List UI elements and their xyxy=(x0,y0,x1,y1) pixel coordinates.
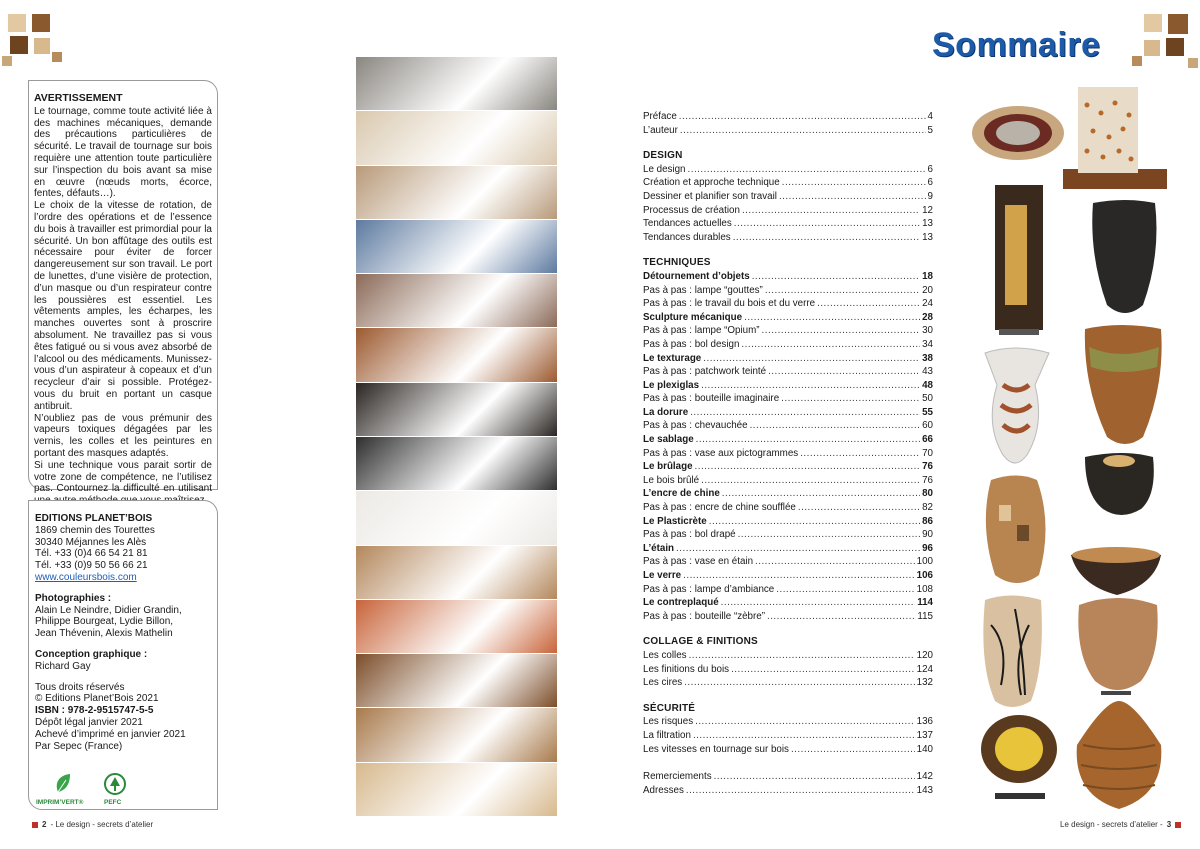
turned-objects-illustration xyxy=(965,85,1175,815)
photos-credits: Alain Le Neindre, Didier Grandin, xyxy=(35,604,182,616)
toc-leader-dots xyxy=(696,433,920,447)
toc-leader-dots xyxy=(686,784,915,798)
printed-text: Achevé d’imprimé en janvier 2021 xyxy=(35,728,186,740)
photos-label: Photographies : xyxy=(35,592,112,604)
imprim-vert-text: IMPRIM’VERT® xyxy=(36,799,84,806)
pefc-logo xyxy=(102,772,128,806)
toc-entry-title: Adresses xyxy=(643,784,684,796)
toc-entry-page: 80 xyxy=(922,488,933,500)
toc-section-heading: DESIGN xyxy=(643,150,683,162)
toc-entry-page: 108 xyxy=(916,583,933,595)
toc-entry[interactable] xyxy=(643,474,933,488)
toc-entry-title: Pas à pas : le travail du bois et du verre xyxy=(643,298,816,310)
toc-entry[interactable] xyxy=(643,610,933,624)
toc-entry[interactable] xyxy=(643,204,933,218)
toc-entry[interactable] xyxy=(643,460,933,474)
toc-entry-title: Les finitions du bois xyxy=(643,663,730,675)
toc-entry-title: Le sablage xyxy=(643,434,694,446)
photo-tile xyxy=(356,600,557,654)
leaf-icon xyxy=(36,772,96,796)
publisher-name: EDITIONS PLANET’BOIS xyxy=(35,513,153,524)
toc-entry[interactable] xyxy=(643,406,933,420)
page-number-right: 3 xyxy=(1166,820,1172,829)
toc-entry-page: 24 xyxy=(922,298,933,310)
publisher-phone: Tél. +33 (0)4 66 54 21 81 xyxy=(35,548,148,560)
photo-tile xyxy=(356,708,557,762)
toc-leader-dots xyxy=(755,555,915,569)
toc-entry[interactable] xyxy=(643,110,933,124)
toc-entry[interactable] xyxy=(643,311,933,325)
toc-leader-dots xyxy=(714,770,915,784)
toc-leader-dots xyxy=(742,204,920,218)
toc-entry[interactable] xyxy=(643,770,933,784)
imprim-vert-logo xyxy=(36,772,96,806)
tree-icon xyxy=(102,772,128,796)
toc-entry[interactable] xyxy=(643,297,933,311)
toc-entry[interactable] xyxy=(643,190,933,204)
toc-entry[interactable] xyxy=(643,433,933,447)
footer-marker xyxy=(32,822,38,828)
toc-entry[interactable] xyxy=(643,729,933,743)
publisher-phone: Tél. +33 (0)9 50 56 66 21 xyxy=(35,560,148,572)
toc-entry-title: Les risques xyxy=(643,716,694,728)
toc-entry-title: Détournement d’objets xyxy=(643,270,750,282)
toc-entry[interactable] xyxy=(643,419,933,433)
toc-leader-dots xyxy=(798,501,920,515)
toc-entry[interactable] xyxy=(643,231,933,245)
toc-entry-title: Dessiner et planifier son travail xyxy=(643,190,777,202)
toc-entry-page: 6 xyxy=(927,177,933,189)
warning-paragraph: Le tournage, comme toute activité liée à des machines mécaniques, demande des précautions particulières de sécurité. Le travail de tournage sur bois requière une attention toute particulière sur l’inspection du bois avant sa mise en œuvre (nœuds morts, écorce, fentes, défauts…). xyxy=(34,105,212,200)
toc-entry[interactable] xyxy=(643,365,933,379)
toc-entry-title: La filtration xyxy=(643,729,691,741)
toc-entry-page: 28 xyxy=(922,311,933,323)
toc-entry[interactable] xyxy=(643,501,933,515)
toc-entry[interactable] xyxy=(643,663,933,677)
toc-entry-title: L’étain xyxy=(643,542,675,554)
toc-entry-page: 106 xyxy=(916,570,933,581)
toc-leader-dots xyxy=(776,583,914,597)
toc-entry-page: 136 xyxy=(916,716,933,728)
toc-leader-dots xyxy=(709,515,920,529)
toc-entry-page: 50 xyxy=(922,393,933,405)
photos-credits: Philippe Bourgeat, Lydie Billon, xyxy=(35,616,174,628)
toc-entry[interactable] xyxy=(643,284,933,298)
toc-entry-page: 132 xyxy=(916,677,933,689)
toc-entry[interactable] xyxy=(643,163,933,177)
photo-tile xyxy=(356,491,557,545)
toc-entry-page: 13 xyxy=(922,231,933,243)
toc-entry-title: Pas à pas : bouteille “zèbre” xyxy=(643,610,765,622)
toc-entry-title: Les vitesses en tournage sur bois xyxy=(643,743,789,755)
toc-entry-page: 18 xyxy=(922,270,933,282)
toc-entry-title: Remerciements xyxy=(643,771,712,783)
toc-entry[interactable] xyxy=(643,270,933,284)
photo-tile xyxy=(356,328,557,382)
toc-leader-dots xyxy=(680,124,926,138)
toc-leader-dots xyxy=(690,406,920,420)
page-title: Sommaire xyxy=(932,26,1101,64)
toc-section-heading: SÉCURITÉ xyxy=(643,702,696,714)
toc-entry[interactable] xyxy=(643,583,933,597)
toc-entry[interactable] xyxy=(643,596,933,610)
toc-leader-dots xyxy=(765,284,920,298)
design-label: Conception graphique : xyxy=(35,648,148,660)
corner-decoration-left xyxy=(0,0,70,72)
toc-entry-title: Le texturage xyxy=(643,352,702,364)
warning-paragraph: Si une technique vous parait sortir de votre zone de compétence, ne l’utilisez pas. Contournez la difficulté en utilisant xyxy=(34,459,212,495)
toc-leader-dots xyxy=(722,487,920,501)
toc-entry[interactable] xyxy=(643,528,933,542)
toc-leader-dots xyxy=(767,610,915,624)
right-footer xyxy=(1060,820,1181,829)
photos-credits: Jean Thévenin, Alexis Mathelin xyxy=(35,628,173,640)
toc-entry[interactable] xyxy=(643,743,933,757)
toc-entry-page: 142 xyxy=(916,771,933,783)
toc-leader-dots xyxy=(744,311,920,325)
toc-leader-dots xyxy=(734,217,920,231)
photo-tile xyxy=(356,437,557,491)
toc-leader-dots xyxy=(721,596,916,610)
toc-entry-page: 96 xyxy=(922,542,933,554)
toc-entry-page: 76 xyxy=(922,474,933,486)
toc-leader-dots xyxy=(701,474,920,488)
toc-entry-title: Sculpture mécanique xyxy=(643,311,743,323)
rights-text: Tous droits réservés xyxy=(35,681,125,693)
photo-tile xyxy=(356,654,557,708)
toc-leader-dots xyxy=(733,231,920,245)
toc-entry[interactable] xyxy=(643,649,933,663)
object-gallery xyxy=(965,85,1175,815)
toc-entry[interactable] xyxy=(643,447,933,461)
toc-entry-title: Pas à pas : patchwork teinté xyxy=(643,366,767,378)
left-footer xyxy=(32,820,153,829)
legal-deposit-text: Dépôt légal janvier 2021 xyxy=(35,716,143,728)
toc-leader-dots xyxy=(779,190,926,204)
toc-entry-title: Le brûlage xyxy=(643,461,693,473)
photo-tile xyxy=(356,383,557,437)
toc-entry-page: 76 xyxy=(922,461,933,473)
toc-leader-dots xyxy=(693,729,915,743)
toc-entry-title: Création et approche technique xyxy=(643,177,780,189)
publisher-website-link[interactable]: www.couleursbois.com xyxy=(35,571,137,583)
photo-strip xyxy=(356,57,557,817)
toc-entry-page: 82 xyxy=(922,502,933,514)
table-of-contents xyxy=(643,110,933,797)
toc-entry-title: Pas à pas : vase en étain xyxy=(643,556,754,568)
toc-leader-dots xyxy=(701,379,920,393)
toc-leader-dots xyxy=(679,110,926,124)
toc-leader-dots xyxy=(689,649,915,663)
pefc-text: PEFC xyxy=(104,799,122,806)
toc-entry-page: 9 xyxy=(927,190,933,202)
toc-entry[interactable] xyxy=(643,515,933,529)
toc-entry-title: Les colles xyxy=(643,649,687,661)
photo-tile xyxy=(356,546,557,600)
toc-entry-title: Tendances actuelles xyxy=(643,218,732,230)
printer-text: Par Sepec (France) xyxy=(35,740,123,752)
footer-marker xyxy=(1175,822,1181,828)
toc-entry[interactable] xyxy=(643,542,933,556)
warning-paragraph: Le choix de la vitesse de rotation, de l’ordre des opérations et de l’essence du bois à travailler est primordial pour la sécurité. Un bon affûtage des outils est nécessaire pour éviter de forcer dangereusement sur son travail. Le port de lunettes, d’une visière de protection, d’un masque ou d’un respirateur contre les poussières est essentiel. Les vêtements amples, les écharpes, les manches ouvertes sont à proscrire absolument. Ne travaillez pas si vous êtes fatigué ou si vous avez absorbé de l’alcool ou des médicaments. Munissez-vous d’un aspirateur à copeaux et d’un recycleur d’air si possible. Protégez-vous du bruit en portant un casque antibruit. xyxy=(34,200,212,412)
footer-text-right: Le design - secrets d’atelier - xyxy=(1060,820,1163,829)
photo-tile xyxy=(356,111,557,165)
editions-box xyxy=(28,500,218,810)
toc-leader-dots xyxy=(817,297,920,311)
photo-tile xyxy=(356,274,557,328)
toc-entry-title: Pas à pas : vase aux pictogrammes xyxy=(643,447,799,459)
toc-entry-page: 55 xyxy=(922,406,933,418)
toc-entry-title: Le plexiglas xyxy=(643,379,700,391)
toc-entry-title: Le design xyxy=(643,163,686,175)
toc-entry-page: 48 xyxy=(922,379,933,391)
toc-entry-title: Pas à pas : bol drapé xyxy=(643,529,736,541)
toc-section-heading: TECHNIQUES xyxy=(643,257,711,269)
toc-entry[interactable] xyxy=(643,338,933,352)
design-credit: Richard Gay xyxy=(35,660,91,672)
toc-entry-page: 4 xyxy=(927,111,933,122)
toc-entry-title: Tendances durables xyxy=(643,231,731,243)
toc-entry-page: 100 xyxy=(916,556,933,568)
toc-entry-page: 143 xyxy=(916,784,933,796)
toc-leader-dots xyxy=(762,324,921,338)
photo-tile xyxy=(356,220,557,274)
toc-entry[interactable] xyxy=(643,352,933,366)
toc-entry-page: 13 xyxy=(922,218,933,230)
toc-leader-dots xyxy=(752,270,920,284)
toc-entry-page: 30 xyxy=(922,325,933,337)
toc-leader-dots xyxy=(768,365,920,379)
toc-entry-title: Processus de création xyxy=(643,204,740,216)
toc-entry-title: L’encre de chine xyxy=(643,488,720,500)
toc-entry[interactable] xyxy=(643,217,933,231)
toc-entry-page: 120 xyxy=(916,649,933,661)
toc-entry-page: 43 xyxy=(922,366,933,378)
toc-entry-title: Le bois brûlé xyxy=(643,474,700,486)
toc-entry-page: 70 xyxy=(922,447,933,459)
toc-entry[interactable] xyxy=(643,784,933,798)
toc-entry-title: Pas à pas : lampe “Opium” xyxy=(643,325,760,337)
toc-entry-title: Les cires xyxy=(643,677,683,689)
corner-decoration-right xyxy=(1130,0,1200,72)
certification-logos xyxy=(36,772,156,806)
footer-text-left: - Le design - secrets d’atelier xyxy=(50,820,154,829)
toc-entry-title: Pas à pas : chevauchée xyxy=(643,420,748,432)
toc-leader-dots xyxy=(688,163,926,177)
toc-leader-dots xyxy=(800,447,920,461)
photo-tile xyxy=(356,166,557,220)
toc-leader-dots xyxy=(781,392,920,406)
publisher-address: 1869 chemin des Tourettes xyxy=(35,524,155,536)
toc-entry-page: 86 xyxy=(922,515,933,527)
toc-entry-title: L’auteur xyxy=(643,124,678,136)
toc-entry-page: 140 xyxy=(916,743,933,755)
toc-entry[interactable] xyxy=(643,715,933,729)
toc-leader-dots xyxy=(750,419,921,433)
toc-section-heading: COLLAGE & FINITIONS xyxy=(643,636,758,648)
toc-entry[interactable] xyxy=(643,379,933,393)
toc-entry[interactable] xyxy=(643,176,933,190)
toc-leader-dots xyxy=(782,176,926,190)
toc-entry-page: 114 xyxy=(917,597,933,609)
toc-entry-title: Pas à pas : lampe d’ambiance xyxy=(643,583,775,595)
toc-leader-dots xyxy=(731,663,915,677)
toc-entry-title: Le Plasticrète xyxy=(643,515,707,527)
copyright-text: © Editions Planet’Bois 2021 xyxy=(35,693,159,705)
toc-entry-title: Pas à pas : bol design xyxy=(643,338,740,350)
warning-paragraph: N’oubliez pas de vous prémunir des vapeurs toxiques dégagées par les vernis, les colles et les peintures en portant des masques adaptés. xyxy=(34,412,212,459)
warning-box xyxy=(28,80,218,495)
toc-leader-dots xyxy=(683,569,915,583)
photo-tile xyxy=(356,57,557,111)
toc-entry[interactable] xyxy=(643,392,933,406)
toc-leader-dots xyxy=(676,542,920,556)
toc-entry[interactable] xyxy=(643,676,933,690)
toc-leader-dots xyxy=(684,676,914,690)
toc-leader-dots xyxy=(791,743,915,757)
toc-entry-page: 137 xyxy=(916,729,933,741)
toc-entry[interactable] xyxy=(643,124,933,138)
toc-entry-page: 34 xyxy=(922,338,933,350)
toc-entry-page: 38 xyxy=(922,352,933,364)
toc-entry-page: 115 xyxy=(917,610,933,622)
toc-entry[interactable] xyxy=(643,487,933,501)
toc-entry-page: 12 xyxy=(922,204,933,216)
photo-tile xyxy=(356,763,557,817)
toc-entry-title: Le verre xyxy=(643,570,682,581)
toc-entry-page: 66 xyxy=(922,434,933,446)
toc-entry[interactable] xyxy=(643,324,933,338)
toc-entry-page: 124 xyxy=(916,663,933,675)
toc-entry-title: Pas à pas : bouteille imaginaire xyxy=(643,393,780,405)
toc-entry-page: 90 xyxy=(922,529,933,541)
toc-leader-dots xyxy=(741,338,920,352)
warning-title: AVERTISSEMENT xyxy=(34,92,123,104)
toc-leader-dots xyxy=(695,715,915,729)
toc-leader-dots xyxy=(738,528,921,542)
toc-leader-dots xyxy=(703,352,920,366)
page-number-left: 2 xyxy=(42,820,47,829)
toc-entry[interactable] xyxy=(643,569,933,583)
toc-entry[interactable] xyxy=(643,555,933,569)
toc-entry-page: 5 xyxy=(927,124,933,136)
toc-entry-title: Pas à pas : lampe “gouttes” xyxy=(643,284,763,296)
toc-entry-page: 6 xyxy=(927,163,933,175)
isbn-text: ISBN : 978-2-9515747-5-5 xyxy=(35,705,154,717)
toc-entry-title: Préface xyxy=(643,111,677,122)
toc-entry-page: 60 xyxy=(922,420,933,432)
toc-entry-title: Le contreplaqué xyxy=(643,597,719,609)
publisher-address: 30340 Méjannes les Alès xyxy=(35,536,147,548)
toc-entry-title: Pas à pas : encre de chine soufflée xyxy=(643,502,796,514)
toc-entry-title: La dorure xyxy=(643,406,689,418)
toc-leader-dots xyxy=(695,460,921,474)
toc-entry-page: 20 xyxy=(922,284,933,296)
